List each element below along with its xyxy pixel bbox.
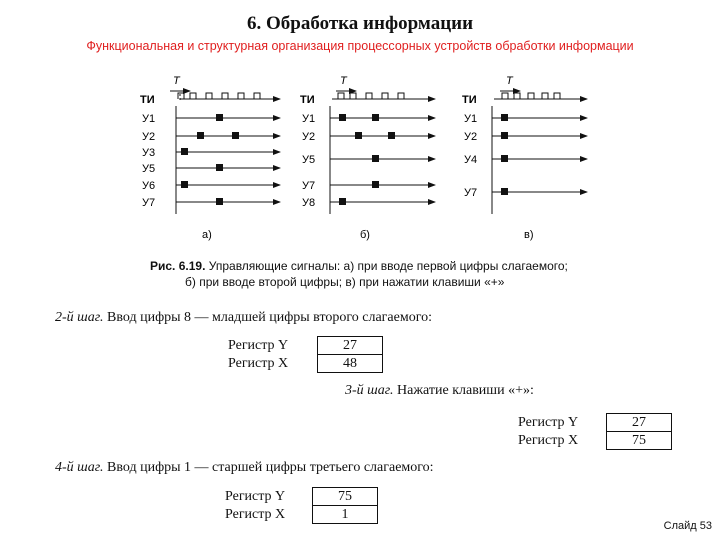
register-x-value: 75 xyxy=(607,431,671,449)
panel-b xyxy=(300,75,435,241)
step-2-register-labels xyxy=(228,337,288,373)
register-y-label: Регистр Y xyxy=(225,489,286,504)
step-4-heading xyxy=(55,460,434,476)
signal-label: У7 xyxy=(142,197,156,209)
signal-label: У1 xyxy=(142,113,156,125)
signal-label: У8 xyxy=(302,197,316,209)
pulse xyxy=(181,181,188,188)
caption-prefix: Рис. 6.19. xyxy=(150,259,206,273)
pulse xyxy=(372,181,379,188)
signal-label: У5 xyxy=(142,163,156,175)
register-y-value: 75 xyxy=(338,489,352,504)
signal-label: У5 xyxy=(302,154,316,166)
step-3-registers xyxy=(606,413,672,450)
panel-label: а) xyxy=(202,229,212,241)
period-label: T xyxy=(173,75,180,87)
register-x-value: 1 xyxy=(313,505,377,523)
clock-label: ТИ xyxy=(140,94,155,106)
step-label: 2-й шаг. xyxy=(55,310,104,325)
clock-label: ТИ xyxy=(462,94,477,106)
figure-caption xyxy=(150,258,620,290)
pulse xyxy=(355,132,362,139)
step-label: 3-й шаг. xyxy=(345,383,394,398)
panel-label: б) xyxy=(360,229,370,241)
signal-label: У3 xyxy=(142,147,156,159)
slide-number: Слайд 53 xyxy=(663,520,712,532)
step-text: Ввод цифры 1 — старшей цифры третьего слагаемого: xyxy=(107,460,434,475)
signal-label: У1 xyxy=(464,113,478,125)
pulse xyxy=(339,114,346,121)
signal-label: У2 xyxy=(464,131,478,143)
register-y-value: 27 xyxy=(343,338,357,353)
register-x-label: Регистр X xyxy=(225,507,286,522)
pulse xyxy=(372,114,379,121)
pulse xyxy=(232,132,239,139)
panel-label: в) xyxy=(524,229,534,241)
register-y-label: Регистр Y xyxy=(518,415,579,430)
pulse xyxy=(501,188,508,195)
period-label: T xyxy=(340,75,347,87)
signal-label: У2 xyxy=(142,131,156,143)
step-2-registers xyxy=(317,336,383,373)
register-x-value: 48 xyxy=(318,354,382,372)
register-y-label: Регистр Y xyxy=(228,338,289,353)
caption-line2: б) при вводе второй цифры; в) при нажатии клавиши «+» xyxy=(185,275,505,289)
signal-label: У7 xyxy=(302,180,316,192)
step-3-heading xyxy=(345,383,534,399)
panel-a xyxy=(140,75,280,241)
period-label: T xyxy=(506,75,513,87)
clock-label: ТИ xyxy=(300,94,315,106)
pulse xyxy=(216,198,223,205)
pulse xyxy=(216,114,223,121)
pulse xyxy=(501,155,508,162)
step-2-heading xyxy=(55,310,432,326)
pulse xyxy=(197,132,204,139)
step-text: Ввод цифры 8 — младшей цифры второго слагаемого: xyxy=(107,310,432,325)
panel-c xyxy=(462,75,587,241)
step-label: 4-й шаг. xyxy=(55,460,104,475)
pulse xyxy=(501,132,508,139)
signal-label: У2 xyxy=(302,131,316,143)
pulse xyxy=(181,148,188,155)
slide-subtitle: Функциональная и структурная организация процессорных устройств обработки информации xyxy=(86,39,634,53)
pulse xyxy=(372,155,379,162)
register-x-label: Регистр X xyxy=(228,356,289,371)
signal-label: У7 xyxy=(464,187,478,199)
signal-label: У1 xyxy=(302,113,316,125)
step-4-register-labels xyxy=(225,488,285,524)
pulse xyxy=(339,198,346,205)
step-text: Нажатие клавиши «+»: xyxy=(397,383,534,398)
pulse xyxy=(216,164,223,171)
signal-label: У4 xyxy=(464,154,478,166)
caption-line1: Управляющие сигналы: а) при вводе первой цифры слагаемого; xyxy=(208,259,568,273)
step-3-register-labels xyxy=(518,414,578,450)
timing-diagram xyxy=(140,72,590,244)
step-4-registers xyxy=(312,487,378,524)
pulse xyxy=(388,132,395,139)
signal-label: У6 xyxy=(142,180,156,192)
pulse xyxy=(501,114,508,121)
slide-title: 6. Обработка информации xyxy=(246,13,474,34)
register-x-label: Регистр X xyxy=(518,433,579,448)
register-y-value: 27 xyxy=(632,415,646,430)
